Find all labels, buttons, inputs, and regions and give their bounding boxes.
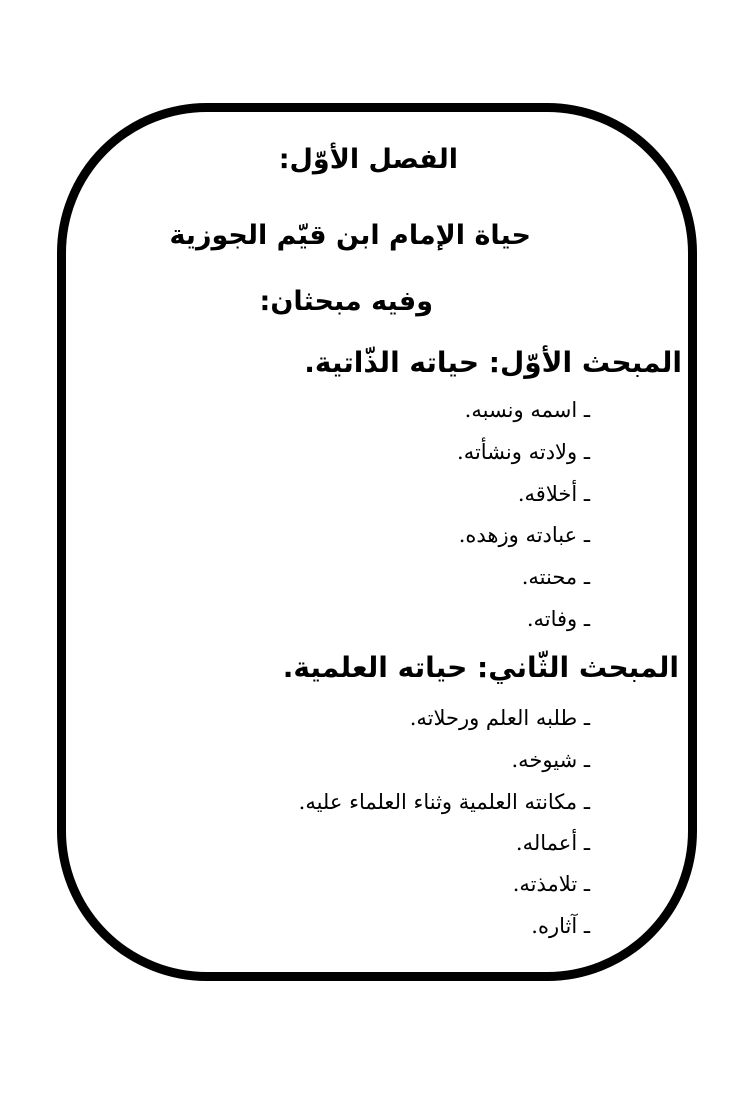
- list-item: ـ شيوخه.: [511, 748, 590, 772]
- section-1-title: المبحث الأوّل: حياته الذّاتية.: [304, 346, 682, 379]
- list-item: ـ عبادته وزهده.: [458, 523, 590, 547]
- list-item: ـ أعماله.: [515, 831, 590, 855]
- chapter-title: الفصل الأوّل:: [278, 144, 458, 175]
- list-item: ـ اسمه ونسبه.: [464, 398, 590, 422]
- list-item: ـ وفاته.: [526, 607, 590, 631]
- chapter-intro: وفيه مبحثان:: [259, 286, 433, 317]
- list-item: ـ تلامذته.: [512, 872, 590, 896]
- list-item: ـ آثاره.: [531, 914, 590, 938]
- list-item: ـ مكانته العلمية وثناء العلماء عليه.: [298, 790, 590, 814]
- list-item: ـ طلبه العلم ورحلاته.: [409, 706, 590, 730]
- list-item: ـ محنته.: [521, 565, 590, 589]
- section-2-title: المبحث الثّاني: حياته العلمية.: [282, 651, 679, 684]
- chapter-subtitle: حياة الإمام ابن قيّم الجوزية: [169, 220, 531, 251]
- list-item: ـ أخلاقه.: [517, 482, 590, 506]
- list-item: ـ ولادته ونشأته.: [457, 440, 590, 464]
